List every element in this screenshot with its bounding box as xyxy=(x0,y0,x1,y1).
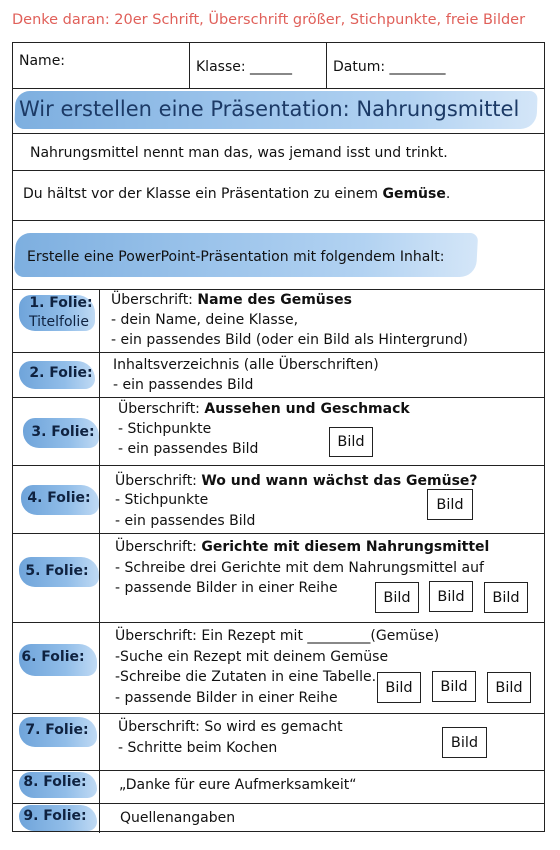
slide-label-2: 2. Folie: xyxy=(29,365,93,381)
slide-line: - passende Bilder in einer Reihe xyxy=(115,580,338,596)
image-placeholder: Bild xyxy=(432,671,476,702)
slide-line: -Schreibe die Zutaten in eine Tabelle. xyxy=(115,669,377,685)
slide-row-4 xyxy=(13,465,544,533)
slide-heading-1: Überschrift: Name des Gemüses xyxy=(111,292,352,308)
slide-label-1: 1. Folie: xyxy=(29,295,93,311)
slide-line: - Stichpunkte xyxy=(118,421,212,437)
slide-row-6 xyxy=(13,622,544,713)
slide-label-4: 4. Folie: xyxy=(27,490,91,506)
klasse-label: Klasse: ______ xyxy=(196,59,293,75)
page-title: Wir erstellen eine Präsentation: Nahrungsmittel xyxy=(19,97,520,121)
slide-label-3: 3. Folie: xyxy=(31,424,95,440)
slide-heading-3: Überschrift: Aussehen und Geschmack xyxy=(118,401,410,417)
datum-label: Datum: ________ xyxy=(333,59,446,75)
slide-heading-8: „Danke für eure Aufmerksamkeit“ xyxy=(119,777,357,793)
image-placeholder: Bild xyxy=(329,427,373,457)
slide-label-5: 5. Folie: xyxy=(25,563,89,579)
slide-line: - ein passendes Bild xyxy=(115,513,256,529)
slide-line: - ein passendes Bild xyxy=(113,377,254,393)
slide-sublabel-1: Titelfolie xyxy=(29,314,89,330)
instruction-text: Erstelle eine PowerPoint-Präsentation mit folgendem Inhalt: xyxy=(27,249,445,265)
slide-heading-6: Überschrift: Ein Rezept mit _________(Gemüse) xyxy=(115,628,440,644)
slide-label-6: 6. Folie: xyxy=(21,649,85,665)
slide-heading-7: Überschrift: So wird es gemacht xyxy=(118,719,343,735)
image-placeholder: Bild xyxy=(375,582,419,613)
slide-line: - Stichpunkte xyxy=(115,492,209,508)
slide-heading-2: Inhaltsverzeichnis (alle Überschriften) xyxy=(113,357,379,373)
image-placeholder: Bild xyxy=(377,672,421,703)
slide-line: - dein Name, deine Klasse, xyxy=(111,312,299,328)
slide-heading-5: Überschrift: Gerichte mit diesem Nahrungsmittel xyxy=(115,539,490,555)
slide-row-9 xyxy=(13,803,544,833)
image-placeholder: Bild xyxy=(487,672,531,703)
slide-label-7: 7. Folie: xyxy=(25,722,89,738)
image-placeholder: Bild xyxy=(429,581,473,612)
slide-line: - ein passendes Bild (oder ein Bild als Hintergrund) xyxy=(111,332,468,348)
slide-heading-4: Überschrift: Wo und wann wächst das Gemüse? xyxy=(115,473,478,489)
slide-row-2 xyxy=(13,352,544,397)
slide-line: - passende Bilder in einer Reihe xyxy=(115,690,338,706)
slide-line: - Schreibe drei Gerichte mit dem Nahrungsmittel auf xyxy=(115,560,484,576)
slide-row-3 xyxy=(13,397,544,465)
slide-label-9: 9. Folie: xyxy=(23,808,87,824)
slide-row-5 xyxy=(13,533,544,622)
slide-line: - ein passendes Bild xyxy=(118,441,259,457)
image-placeholder: Bild xyxy=(427,489,473,520)
worksheet xyxy=(12,42,545,832)
reminder-note: Denke daran: 20er Schrift, Überschrift größer, Stichpunkte, freie Bilder xyxy=(12,12,526,28)
image-placeholder: Bild xyxy=(484,582,528,613)
slide-row-7 xyxy=(13,713,544,770)
image-placeholder: Bild xyxy=(442,727,487,758)
slide-row-1 xyxy=(13,289,544,352)
name-label: Name: xyxy=(19,53,66,69)
slide-line: -Suche ein Rezept mit deinem Gemüse xyxy=(115,649,389,665)
task-text: Du hältst vor der Klasse ein Präsentation zu einem Gemüse. xyxy=(23,186,451,202)
slide-label-8: 8. Folie: xyxy=(23,774,87,790)
slide-row-8 xyxy=(13,770,544,803)
slide-line: - Schritte beim Kochen xyxy=(118,740,278,756)
definition-text: Nahrungsmittel nennt man das, was jemand isst und trinkt. xyxy=(30,145,448,161)
slide-heading-9: Quellenangaben xyxy=(120,810,236,826)
